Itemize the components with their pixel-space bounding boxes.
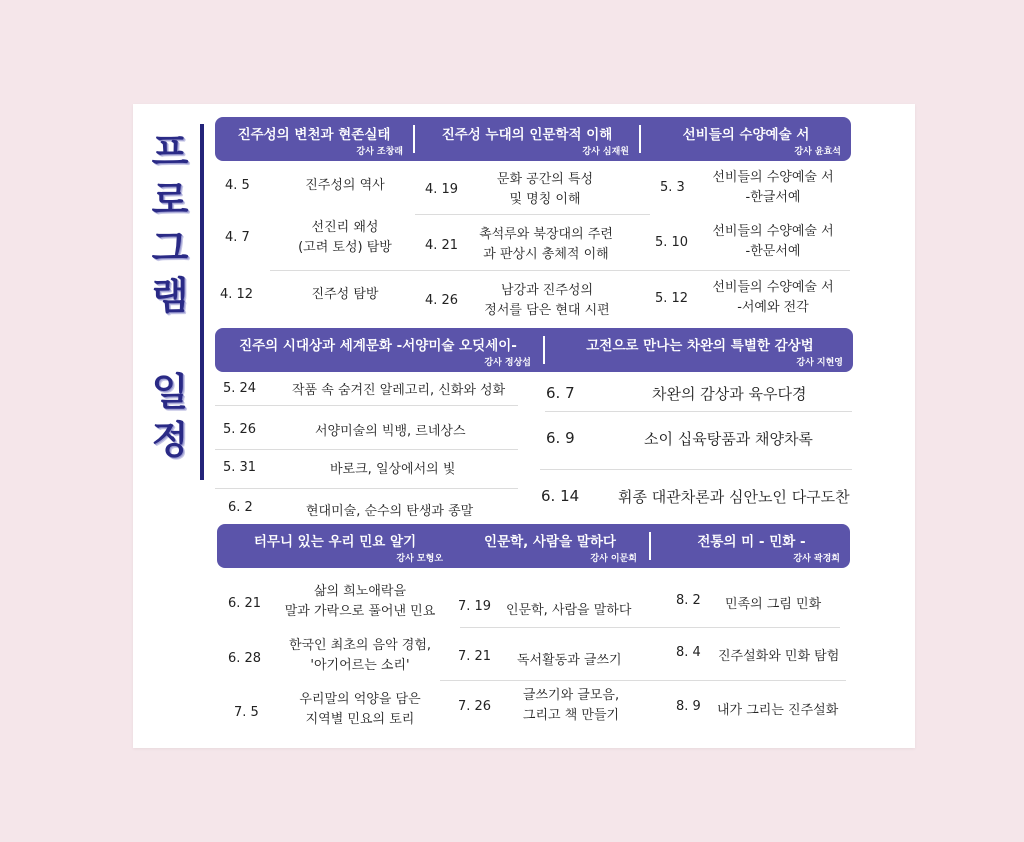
session-date: 6. 28 (228, 651, 262, 666)
section3-header (217, 524, 850, 568)
session-topic: 우리말의 억양을 담은 지역별 민요의 토리 (299, 692, 421, 727)
section3-header-col3 (653, 524, 850, 568)
session-date: 6. 14 (541, 487, 580, 505)
page-title (148, 128, 192, 464)
course-title: 터무니 있는 우리 민요 알기 (253, 534, 417, 550)
session-topic: 차완의 감상과 육우다경 (652, 385, 807, 403)
session-date: 6. 7 (546, 384, 575, 402)
title-char: 그 (151, 226, 189, 270)
session-topic: 독서활동과 글쓰기 (517, 653, 622, 668)
session-date: 4. 19 (425, 182, 459, 197)
session-date: 8. 2 (676, 593, 701, 608)
row-rule (215, 488, 518, 489)
lecturer: 강사 지현영 (796, 358, 843, 368)
section1-header-col2 (415, 117, 639, 161)
session-topic: 선진리 왜성 (고려 토성) 탐방 (298, 220, 392, 255)
lecturer: 강사 조창래 (356, 147, 403, 157)
lecturer: 강사 곽경희 (793, 554, 840, 564)
session-date: 4. 7 (225, 230, 250, 245)
session-date: 8. 4 (676, 645, 701, 660)
session-topic: 민족의 그림 민화 (725, 597, 822, 612)
session-date: 4. 5 (225, 178, 250, 193)
session-date: 5. 12 (655, 291, 689, 306)
session-date: 5. 24 (223, 381, 257, 396)
row-rule (440, 680, 846, 681)
course-title: 전통의 미 - 민화 - (697, 534, 806, 550)
session-date: 4. 12 (220, 287, 254, 302)
title-char: 램 (151, 274, 189, 318)
session-topic: 문화 공간의 특성 및 명칭 이해 (496, 172, 594, 207)
session-date: 8. 9 (676, 699, 701, 714)
session-date: 7. 19 (458, 599, 492, 614)
section1-header-col1 (215, 117, 413, 161)
lecturer: 강사 심재원 (582, 147, 629, 157)
row-rule (215, 449, 518, 450)
session-date: 7. 26 (458, 699, 492, 714)
session-date: 7. 21 (458, 649, 492, 664)
course-title: 진주성 누대의 인문학적 이해 (441, 127, 613, 143)
row-rule (270, 270, 850, 271)
session-topic: 내가 그리는 진주설화 (717, 703, 839, 718)
session-topic: 작품 속 숨겨진 알레고리, 신화와 성화 (292, 383, 506, 398)
session-topic: 선비들의 수양예술 서 -한글서예 (712, 170, 834, 205)
session-date: 6. 21 (228, 596, 262, 611)
row-rule (215, 405, 518, 406)
session-date: 7. 5 (234, 705, 259, 720)
header-separator (543, 336, 545, 364)
session-topic: 글쓰기와 글모음, 그리고 책 만들기 (522, 688, 620, 723)
session-topic: 현대미술, 순수의 탄생과 종말 (306, 504, 474, 519)
course-title: 고전으로 만나는 차완의 특별한 감상법 (586, 338, 814, 354)
section2-header-col2 (547, 328, 853, 372)
session-topic: 삶의 희노애락을 말과 가락으로 풀어낸 민요 (284, 584, 436, 619)
title-char: 로 (151, 178, 189, 222)
session-topic: 진주성 탐방 (311, 287, 379, 302)
session-topic: 서양미술의 빅뱅, 르네상스 (315, 424, 466, 439)
header-separator (649, 532, 651, 560)
session-topic: 선비들의 수양예술 서 -한문서예 (712, 224, 834, 259)
session-date: 6. 9 (546, 429, 575, 447)
session-date: 4. 26 (425, 293, 459, 308)
session-date: 5. 3 (660, 180, 685, 195)
title-char: 일 (151, 370, 189, 414)
section1-header-col3 (641, 117, 851, 161)
section2-header (215, 328, 853, 372)
lecturer: 강사 이문희 (590, 554, 637, 564)
course-title: 진주성의 변천과 현존실태 (237, 127, 391, 143)
session-date: 5. 26 (223, 422, 257, 437)
title-char: 정 (151, 418, 189, 462)
lecturer: 강사 윤효석 (794, 147, 841, 157)
session-topic: 한국인 최초의 음악 경험, '아기어르는 소리' (288, 638, 432, 673)
session-date: 6. 2 (228, 500, 253, 515)
session-date: 5. 10 (655, 235, 689, 250)
section1-header (215, 117, 851, 161)
course-title: 인문학, 사람을 말하다 (484, 534, 616, 550)
session-topic: 소이 십육탕품과 채양차록 (644, 430, 813, 448)
session-topic: 촉석루와 북장대의 주련 과 판상시 총체적 이해 (479, 227, 613, 262)
session-date: 5. 31 (223, 460, 257, 475)
session-topic: 인문학, 사람을 말하다 (506, 603, 632, 618)
section3-header-col2 (453, 524, 647, 568)
row-rule (540, 469, 852, 470)
session-topic: 진주성의 역사 (305, 178, 385, 193)
section2-header-col1 (215, 328, 541, 372)
session-topic: 선비들의 수양예술 서 -서예와 전각 (712, 280, 834, 315)
title-char: 프 (151, 130, 189, 174)
row-rule (460, 627, 840, 628)
lecturer: 강사 정상섭 (484, 358, 531, 368)
title-divider (200, 124, 204, 480)
row-rule (545, 411, 852, 412)
session-topic: 남강과 진주성의 정서를 담은 현대 시편 (484, 283, 610, 318)
course-title: 진주의 시대상과 세계문화 -서양미술 오딧세이- (239, 338, 517, 354)
lecturer: 강사 모형오 (396, 554, 443, 564)
session-topic: 진주설화와 민화 탐험 (718, 649, 840, 664)
session-topic: 휘종 대관차론과 심안노인 다구도찬 (618, 488, 850, 506)
session-topic: 바로크, 일상에서의 빛 (330, 462, 456, 477)
session-date: 4. 21 (425, 238, 459, 253)
row-rule (415, 214, 650, 215)
course-title: 선비들의 수양예술 서 (682, 127, 810, 143)
section3-header-col1 (217, 524, 453, 568)
